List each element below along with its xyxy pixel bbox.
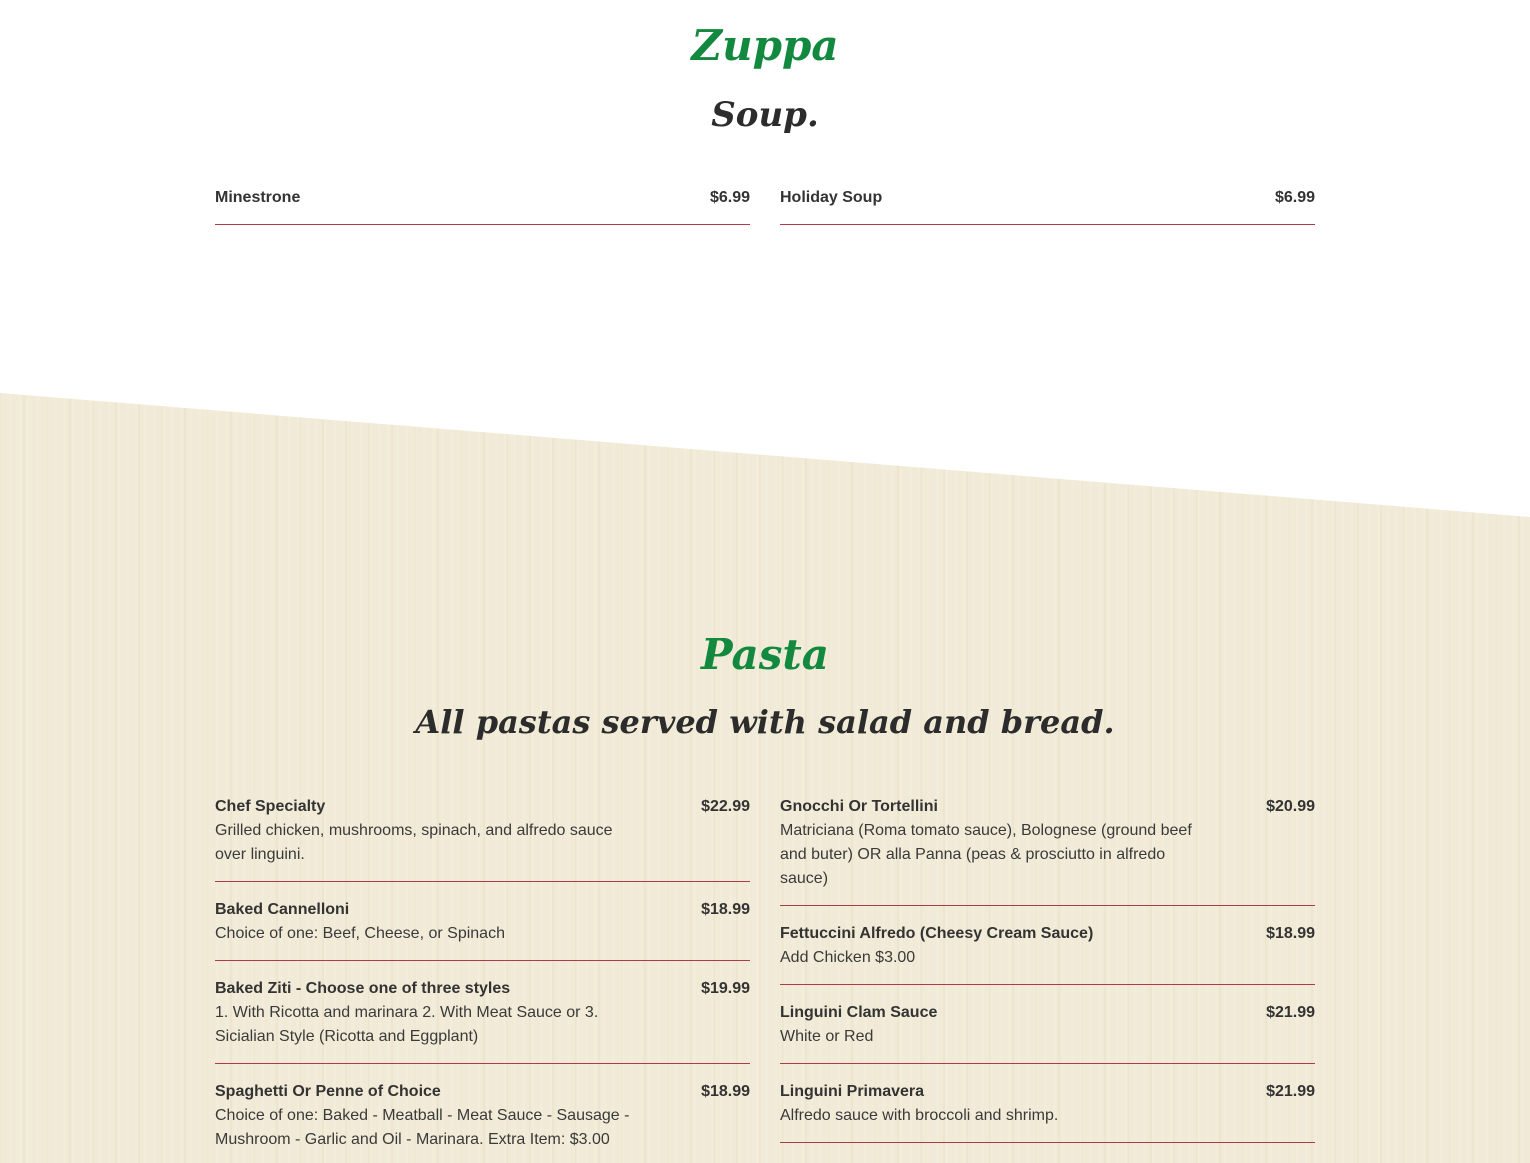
item-name: Holiday Soup xyxy=(780,189,883,206)
item-description: Alfredo sauce with broccoli and shrimp. xyxy=(780,1107,1059,1124)
pasta-right-column xyxy=(780,795,1315,1159)
menu-item xyxy=(215,795,750,882)
item-price: $22.99 xyxy=(701,798,750,815)
pasta-section-subtitle: All pastas served with salad and bread. xyxy=(415,703,1115,741)
item-name: Spaghetti Or Penne of Choice xyxy=(215,1083,441,1100)
item-name: Chef Specialty xyxy=(215,798,326,815)
item-description: White or Red xyxy=(780,1028,874,1045)
item-price: $19.99 xyxy=(701,980,750,997)
item-description: Grilled chicken, mushrooms, spinach, and alfredo sauce over linguini. xyxy=(215,822,613,863)
item-name: Gnocchi Or Tortellini xyxy=(780,798,938,815)
item-description: Add Chicken $3.00 xyxy=(780,949,916,966)
pasta-section-title: Pasta xyxy=(701,630,829,679)
item-description: Choice of one: Baked - Meatball - Meat Sauce - Sausage - Mushroom - Garlic and Oil - Marinara. Extra Item: $3.00 xyxy=(215,1107,630,1148)
item-name: Linguini Primavera xyxy=(780,1083,925,1100)
item-price: $21.99 xyxy=(1266,1004,1315,1021)
menu-item xyxy=(215,977,750,1064)
soup-left-column xyxy=(215,186,750,241)
menu-item xyxy=(780,922,1315,985)
item-name: Baked Ziti - Choose one of three styles xyxy=(215,980,511,997)
menu-item xyxy=(780,1080,1315,1143)
item-price: $20.99 xyxy=(1266,798,1315,815)
item-name: Fettuccini Alfredo (Cheesy Cream Sauce) xyxy=(780,925,1094,942)
pasta-left-column xyxy=(215,795,750,1163)
item-price: $6.99 xyxy=(1274,189,1315,206)
soup-section-title: Zuppa xyxy=(691,21,839,70)
menu-item xyxy=(780,795,1315,906)
menu-item xyxy=(215,898,750,961)
menu-item xyxy=(215,186,750,225)
item-price: $6.99 xyxy=(709,189,750,206)
item-name: Minestrone xyxy=(215,189,301,206)
item-name: Linguini Clam Sauce xyxy=(780,1004,938,1021)
item-price: $21.99 xyxy=(1266,1083,1315,1100)
menu-item xyxy=(780,1001,1315,1064)
soup-right-column xyxy=(780,186,1315,241)
item-price: $18.99 xyxy=(701,901,750,918)
soup-section-subtitle: Soup. xyxy=(711,95,819,135)
item-description: Matriciana (Roma tomato sauce), Bolognese (ground beef and buter) OR alla Panna (peas & prosciutto in alfredo sauce) xyxy=(780,822,1192,887)
item-price: $18.99 xyxy=(701,1083,750,1100)
item-price: $18.99 xyxy=(1266,925,1315,942)
item-description: 1. With Ricotta and marinara 2. With Meat Sauce or 3. Sicialian Style (Ricotta and Eggplant) xyxy=(215,1004,599,1045)
menu-item xyxy=(215,1080,750,1163)
item-name: Baked Cannelloni xyxy=(215,901,350,918)
item-description: Choice of one: Beef, Cheese, or Spinach xyxy=(215,925,505,942)
menu-item xyxy=(780,186,1315,225)
